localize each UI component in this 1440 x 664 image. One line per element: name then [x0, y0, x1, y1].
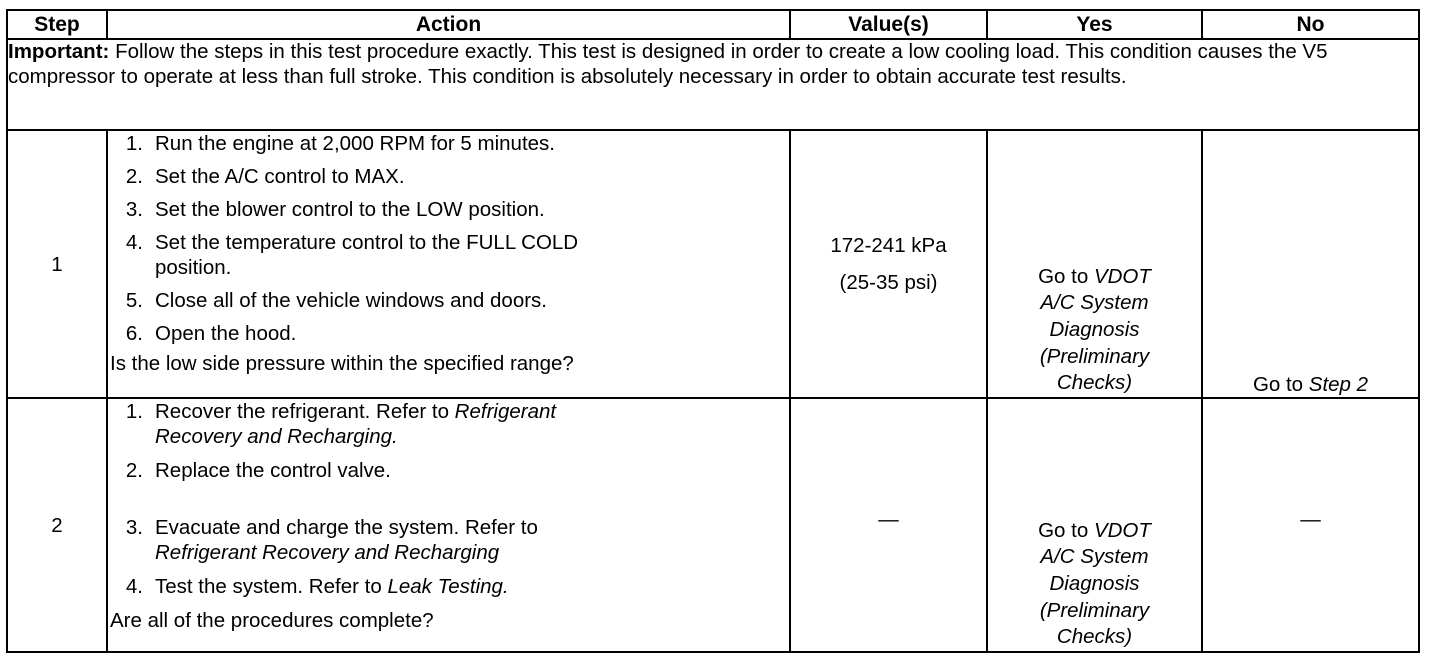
procedure-table — [6, 9, 1420, 653]
table-row — [7, 398, 1419, 652]
list-item: 1. Recover the refrigerant. Refer to Refrigerant Recovery and Recharging. — [125, 400, 557, 448]
action-cell — [107, 130, 790, 398]
header-no: No — [1202, 10, 1419, 39]
table-row — [7, 130, 1419, 398]
action-cell — [107, 398, 790, 652]
question-text: Is the low side pressure within the specified range? — [110, 352, 574, 375]
question-text: Are all of the procedures complete? — [110, 609, 434, 632]
header-action: Action — [107, 10, 790, 39]
step-number: 1 — [7, 130, 107, 398]
list-item: 3. Set the blower control to the LOW position. — [125, 198, 545, 221]
header-yes: Yes — [987, 10, 1202, 39]
important-row — [7, 39, 1419, 130]
no-cell: — — [1202, 398, 1419, 652]
important-note — [7, 39, 1419, 130]
header-row — [7, 10, 1419, 39]
list-item: 5. Close all of the vehicle windows and doors. — [125, 289, 547, 312]
yes-cell: Go to VDOT A/C System Diagnosis (Preliminary Checks) — [987, 130, 1202, 398]
list-item: 4. Set the temperature control to the FULL COLD position. — [125, 231, 579, 279]
header-values: Value(s) — [790, 10, 987, 39]
step-number: 2 — [7, 398, 107, 652]
value-cell: — — [790, 398, 987, 652]
important-label: Important: — [8, 40, 110, 63]
list-item: 6. Open the hood. — [125, 322, 297, 345]
list-item: 2. Set the A/C control to MAX. — [125, 165, 405, 188]
yes-cell: Go to VDOT A/C System Diagnosis (Preliminary Checks) — [987, 398, 1202, 652]
list-item: 3. Evacuate and charge the system. Refer to Refrigerant Recovery and Recharging — [125, 516, 538, 564]
value-kpa: 172-241 kPa — [830, 234, 947, 257]
important-text: Follow the steps in this test procedure exactly. This test is designed in order to create a low cooling load. This condition causes the V5 compressor to operate at less than full stroke. This condition is absolutely necessary in order to obtain accurate test results. — [8, 40, 1328, 88]
value-psi: (25-35 psi) — [839, 271, 938, 294]
list-item: 1. Run the engine at 2,000 RPM for 5 minutes. — [125, 132, 555, 155]
list-item: 4. Test the system. Refer to Leak Testing. — [125, 575, 509, 598]
header-step: Step — [7, 10, 107, 39]
value-cell — [790, 130, 987, 398]
list-item: 2. Replace the control valve. — [125, 459, 391, 482]
no-cell: Go to Step 2 — [1202, 130, 1419, 398]
